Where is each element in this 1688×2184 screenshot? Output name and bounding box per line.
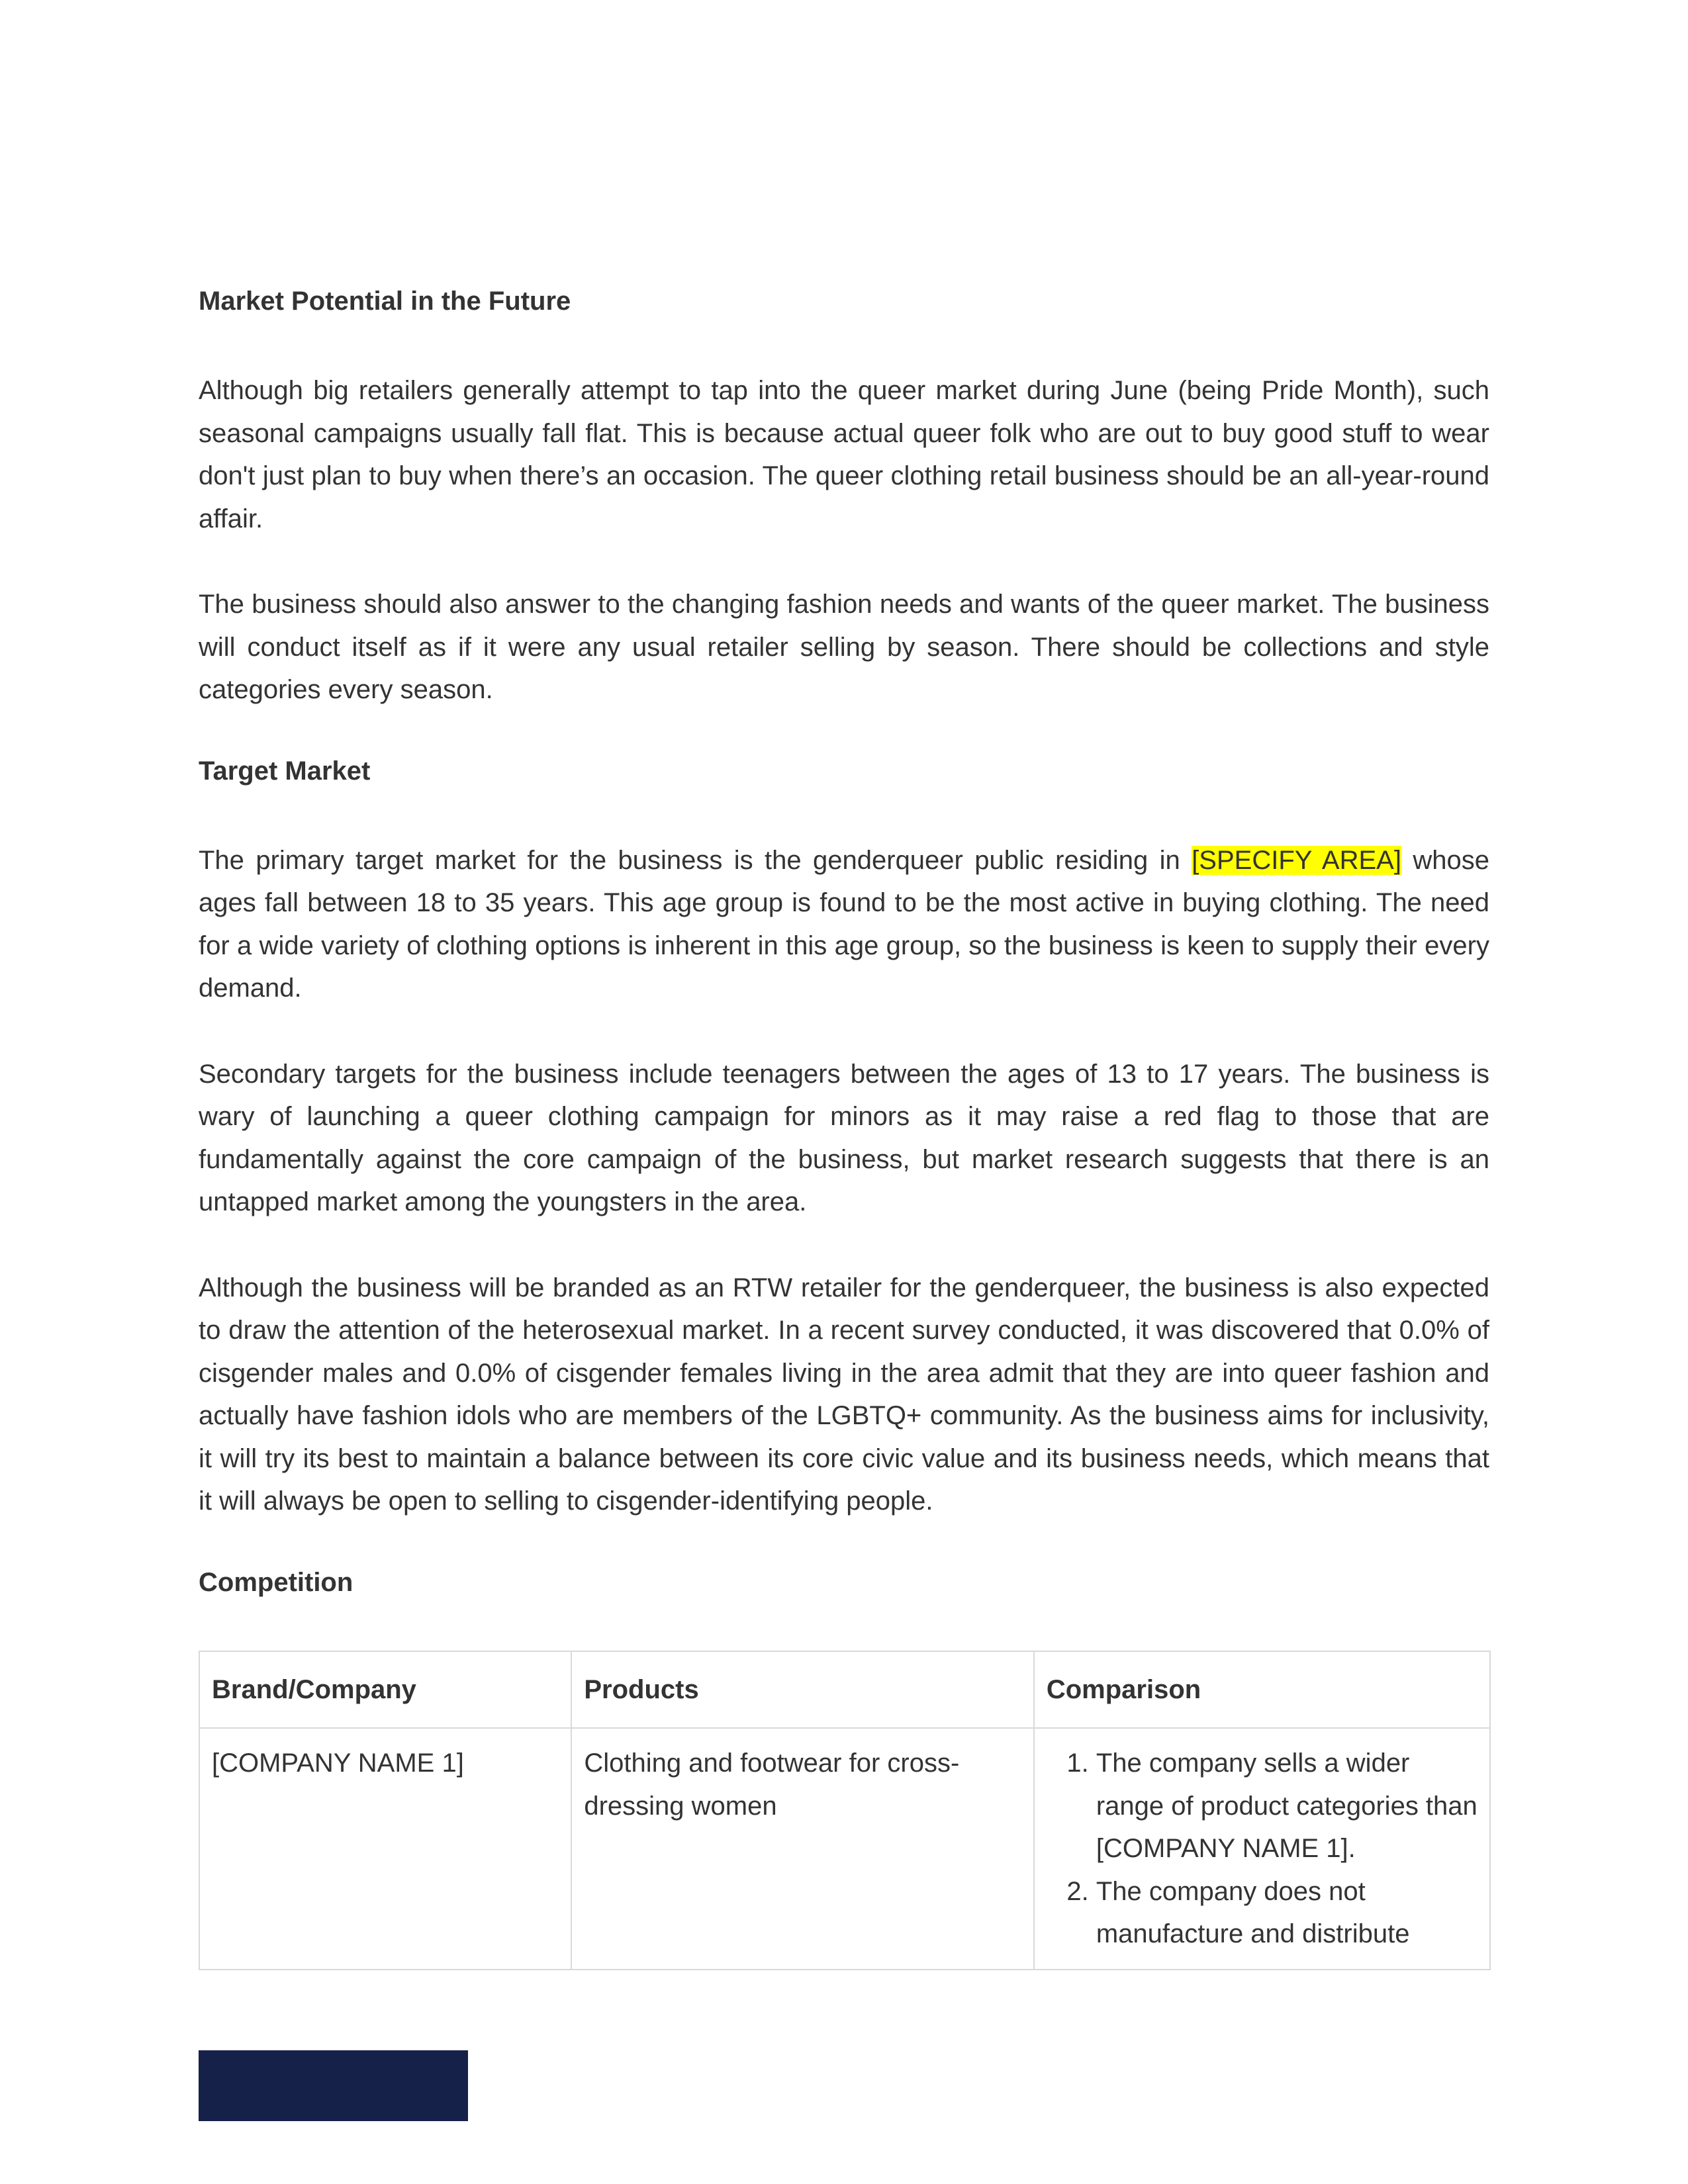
comparison-item: 2. The company does not manufacture and distribute bbox=[1096, 1870, 1477, 1956]
cell-comparison bbox=[1034, 1728, 1490, 1970]
section-heading-competition: Competition bbox=[199, 1567, 353, 1597]
paragraph-target-market-2: Secondary targets for the business include teenagers between the ages of 13 to 17 years. The business is wary of launching a queer clothing campaign for minors as it may raise a red flag to those that are fundamentally against the core campaign of the business, but market research suggests that there is an untapped market among the youngsters in the area. bbox=[199, 1059, 1489, 1216]
column-header-products: Products bbox=[571, 1651, 1034, 1729]
column-header-comparison: Comparison bbox=[1034, 1651, 1490, 1729]
comparison-item: 1. The company sells a wider range of product categories than [COMPANY NAME 1]. bbox=[1096, 1742, 1477, 1870]
footer-color-bar bbox=[199, 2050, 468, 2121]
paragraph-target-market-1 bbox=[199, 839, 1489, 1010]
column-header-brand: Brand/Company bbox=[199, 1651, 571, 1729]
paragraph-target-market-3: Although the business will be branded as an RTW retailer for the genderqueer, the business is also expected to draw the attention of the heterosexual market. In a recent survey conducted, it was discovered that 0.0% of cisgender males and 0.0% of cisgender females living in the area admit that they are into queer fashion and actually have fashion idols who are members of the LGBTQ+ community. As the business aims for inclusivity, it will try its best to maintain a balance between its core civic value and its business needs, which means that it will always be open to selling to cisgender-identifying people. bbox=[199, 1273, 1489, 1516]
paragraph-market-potential-2: The business should also answer to the changing fashion needs and wants of the queer market. The business will conduct itself as if it were any usual retailer selling by season. There should be collections and style categories every season. bbox=[199, 590, 1489, 704]
comparison-list bbox=[1047, 1742, 1477, 1956]
cell-brand: [COMPANY NAME 1] bbox=[199, 1728, 571, 1970]
section-heading-target-market: Target Market bbox=[199, 756, 371, 786]
document-page bbox=[199, 285, 1489, 1970]
cell-products: Clothing and footwear for cross-dressing women bbox=[571, 1728, 1034, 1970]
paragraph-text: whose ages fall between 18 to 35 years. This age group is found to be the most active in buying clothing. The need for a wide variety of clothing options is inherent in this age group, so the business is keen to supply their every demand. bbox=[199, 845, 1489, 1003]
table-row bbox=[199, 1728, 1490, 1970]
highlighted-placeholder: [SPECIFY AREA] bbox=[1192, 845, 1401, 875]
table-header-row bbox=[199, 1651, 1490, 1729]
section-heading-market-potential: Market Potential in the Future bbox=[199, 287, 571, 316]
paragraph-text: The primary target market for the business is the genderqueer public residing in bbox=[199, 845, 1192, 875]
paragraph-market-potential-1: Although big retailers generally attempt to tap into the queer market during June (being Pride Month), such seasonal campaigns usually fall flat. This is because actual queer folk who are out to buy good stuff to wear don't just plan to buy when there’s an occasion. The queer clothing retail business should be an all-year-round affair. bbox=[199, 376, 1489, 533]
competition-table bbox=[199, 1651, 1491, 1970]
